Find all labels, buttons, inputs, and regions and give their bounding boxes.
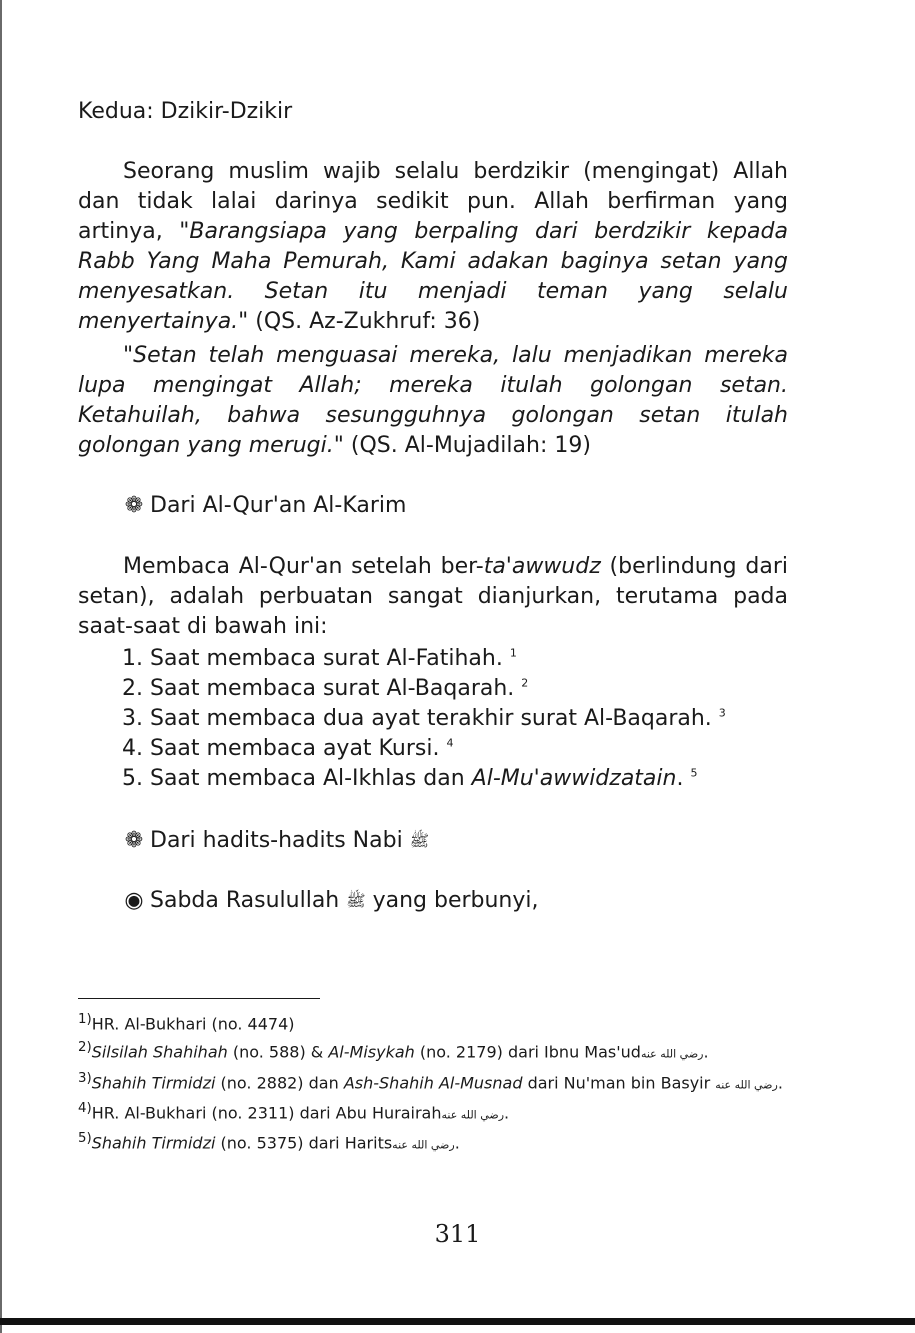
footnote-ref: 2 xyxy=(521,676,529,690)
ra-honorific-icon: رضي الله عنه xyxy=(715,1077,778,1091)
footnote-number: 3) xyxy=(78,1070,92,1086)
page-left-edge xyxy=(0,0,2,1333)
list-item: 1. Saat membaca surat Al-Fatihah. $^1$ xyxy=(122,646,517,671)
footnote-number: 2) xyxy=(78,1040,92,1056)
list-item: 2. Saat membaca surat Al-Baqarah. $^2$ xyxy=(122,676,529,701)
quran-reference: " (QS. Al-Mujadilah: 19) xyxy=(333,433,591,458)
paragraph-text: (berlindung dari setan), adalah perbuatan sangat dianjurkan, terutama pada saat-saat di bawah ini: xyxy=(78,554,789,639)
footnote-number: 5) xyxy=(78,1131,92,1147)
saw-honorific-icon: ﷺ xyxy=(346,891,366,910)
footnote-divider xyxy=(78,998,320,999)
subheading-text: yang berbunyi, xyxy=(365,888,539,913)
subheading-sabda xyxy=(124,886,539,916)
footnote: $^{3)}$Shahih Tirmidzi (no. 2882) dan Ash-Shahih Al-Musnad dari Nu'man bin Basyir رضي الله عنه. xyxy=(78,1070,783,1092)
page-number: 311 xyxy=(434,1220,481,1248)
paragraph-text: Membaca Al-Qur'an setelah ber- xyxy=(123,554,484,579)
ra-honorific-icon: رضي الله عنه xyxy=(640,1047,704,1061)
footnotes xyxy=(78,1008,790,1158)
quran-quote: "Setan telah menguasai mereka, lalu menjadikan mereka lupa mengingat Allah; mereka itulah golongan setan. Ketahuilah, bahwa sesungguhnya golongan setan itulah golongan yang merugi. xyxy=(78,343,788,458)
paragraph-mujadilah xyxy=(78,341,788,461)
subheading-text: Dari Al-Qur'an Al-Karim xyxy=(150,493,407,518)
footnote: $^{4)}$HR. Al-Bukhari (no. 2311) dari Abu Hurairahرضي الله عنه. xyxy=(78,1100,510,1123)
paragraph-text: Seorang muslim wajib selalu berdzikir (mengingat) Allah dan tidak lalai darinya sedikit pun. Allah berfirman yang artinya, " xyxy=(78,159,788,244)
footnote: $^{1)}$HR. Al-Bukhari (no. 4474) xyxy=(78,1012,295,1034)
list-item: 3. Saat membaca dua ayat terakhir surat Al-Baqarah. $^3$ xyxy=(122,706,726,731)
flower-ornament-icon: ❁ xyxy=(124,493,144,518)
subheading-text: Sabda Rasulullah xyxy=(150,888,340,913)
section-heading: Kedua: Dzikir-Dzikir xyxy=(78,99,293,124)
saw-honorific-icon: ﷺ xyxy=(409,831,430,850)
list-item: 4. Saat membaca ayat Kursi. $^4$ xyxy=(122,736,454,761)
quran-quote: Barangsiapa yang berpaling dari berdzikir kepada Rabb Yang Maha Pemurah, Kami adakan baginya setan yang menyesatkan. Setan itu menjadi teman yang selalu menyertainya. xyxy=(78,219,788,334)
footnote-number: 4) xyxy=(78,1100,92,1116)
paragraph-taawwudz xyxy=(78,552,788,642)
footnote-ref: 4 xyxy=(446,736,454,750)
italic-term: ta'awwudz xyxy=(483,554,601,579)
subheading-hadith xyxy=(124,826,429,856)
ra-honorific-icon: رضي الله عنه xyxy=(392,1138,455,1152)
list-item: 5. Saat membaca Al-Ikhlas dan Al-Mu'awwidzatain. $^5$ xyxy=(122,766,698,791)
reading-occasions-list xyxy=(122,644,802,794)
footnote-number: 1) xyxy=(78,1012,92,1027)
footnote: $^{2)}$Silsilah Shahihah (no. 588) & Al-Misykah (no. 2179) dari Ibnu Mas'udرضي الله عنه. xyxy=(78,1040,709,1062)
paragraph-dzikir xyxy=(78,157,788,337)
ra-honorific-icon: رضي الله عنه xyxy=(441,1108,505,1122)
page-bottom-edge xyxy=(0,1318,915,1325)
subheading-quran xyxy=(124,491,406,521)
flower-ornament-icon: ❁ xyxy=(124,828,144,853)
footnote: $^{5)}$Shahih Tirmidzi (no. 5375) dari Haritsرضي الله عنه. xyxy=(78,1131,460,1153)
subheading-text: Dari hadits-hadits Nabi xyxy=(150,828,403,853)
footnote-ref: 5 xyxy=(690,766,698,780)
circle-ornament-icon: ◉ xyxy=(124,888,144,913)
footnote-ref: 1 xyxy=(509,646,517,660)
footnote-ref: 3 xyxy=(718,706,726,720)
quran-reference: " (QS. Az-Zukhruf: 36) xyxy=(238,309,481,334)
